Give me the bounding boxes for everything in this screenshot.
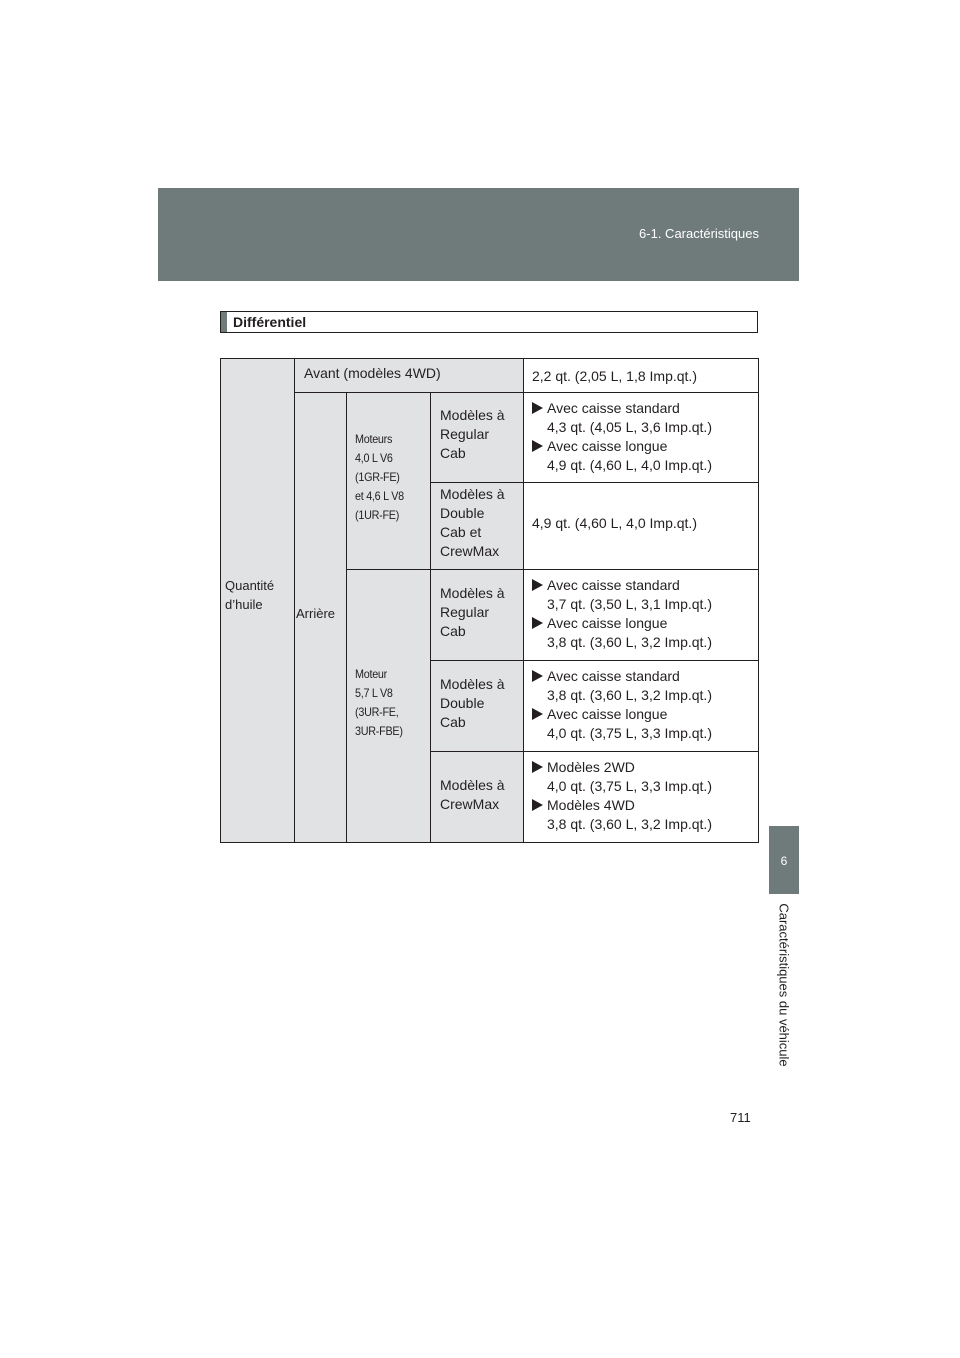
model-label-line: Regular bbox=[440, 604, 490, 620]
engine1-line: et 4,6 L V8 bbox=[355, 489, 404, 503]
table-divider bbox=[430, 482, 759, 483]
engine2-line: 3UR-FBE) bbox=[355, 724, 403, 738]
arrow-right-icon bbox=[532, 617, 543, 629]
chapter-label-text: Caractéristiques du véhicule bbox=[776, 903, 792, 1067]
model-label-line: Cab bbox=[440, 714, 466, 730]
engine1-line: (1GR-FE) bbox=[355, 470, 400, 484]
table-divider bbox=[346, 392, 347, 843]
engine1-line: Moteurs bbox=[355, 432, 393, 446]
option-value: 3,8 qt. (3,60 L, 3,2 Imp.qt.) bbox=[547, 634, 712, 650]
e2-crewmax-label bbox=[440, 776, 505, 814]
model-label-line: CrewMax bbox=[440, 543, 500, 559]
e1-regular-values bbox=[532, 399, 712, 475]
option-value: 3,8 qt. (3,60 L, 3,2 Imp.qt.) bbox=[547, 687, 712, 703]
rear-label: Arrière bbox=[296, 606, 336, 621]
title-accent-bar bbox=[221, 312, 227, 332]
option-value: 4,0 qt. (3,75 L, 3,3 Imp.qt.) bbox=[547, 725, 712, 741]
table-divider bbox=[430, 392, 431, 843]
table-border bbox=[220, 842, 759, 843]
arrow-right-icon bbox=[532, 708, 543, 720]
option-value: 3,7 qt. (3,50 L, 3,1 Imp.qt.) bbox=[547, 596, 712, 612]
option-label: Modèles 2WD bbox=[547, 759, 635, 775]
engine1-line: (1UR-FE) bbox=[355, 508, 400, 522]
table-divider bbox=[523, 358, 524, 843]
arrow-right-icon bbox=[532, 761, 543, 773]
option-label: Avec caisse longue bbox=[547, 615, 668, 631]
table-divider bbox=[430, 751, 759, 752]
chapter-number: 6 bbox=[780, 854, 788, 868]
table-divider bbox=[430, 660, 759, 661]
model-label-line: Cab et bbox=[440, 524, 482, 540]
arrow-right-icon bbox=[532, 579, 543, 591]
model-label-line: Modèles à bbox=[440, 585, 505, 601]
e2-double-values bbox=[532, 667, 712, 743]
front-label-cell bbox=[294, 358, 523, 392]
model-label-line: Modèles à bbox=[440, 486, 505, 502]
e2-double-label bbox=[440, 675, 505, 732]
option-value: 4,9 qt. (4,60 L, 4,0 Imp.qt.) bbox=[547, 457, 712, 473]
engine2-label bbox=[355, 665, 408, 741]
table-divider bbox=[346, 569, 759, 570]
section-heading: 6-1. Caractéristiques bbox=[639, 226, 759, 241]
option-label: Avec caisse longue bbox=[547, 438, 668, 454]
engine2-line: (3UR-FE, bbox=[355, 705, 399, 719]
option-value: 3,8 qt. (3,60 L, 3,2 Imp.qt.) bbox=[547, 816, 712, 832]
row-label-cell bbox=[220, 358, 294, 842]
model-label-line: Cab bbox=[440, 623, 466, 639]
option-value: 4,3 qt. (4,05 L, 3,6 Imp.qt.) bbox=[547, 419, 712, 435]
model-label-line: Regular bbox=[440, 426, 490, 442]
option-label: Modèles 4WD bbox=[547, 797, 635, 813]
e1-double-label bbox=[440, 485, 505, 561]
header-band bbox=[158, 188, 799, 281]
row-label-line: Quantité bbox=[225, 578, 275, 593]
arrow-right-icon bbox=[532, 799, 543, 811]
model-label-line: CrewMax bbox=[440, 796, 500, 812]
table-divider bbox=[294, 358, 295, 843]
section-title: Différentiel bbox=[233, 314, 307, 330]
arrow-right-icon bbox=[532, 402, 543, 414]
e2-crewmax-values bbox=[532, 758, 712, 834]
chapter-tab bbox=[769, 826, 799, 894]
engine2-line: 5,7 L V8 bbox=[355, 686, 393, 700]
model-label-line: Cab bbox=[440, 445, 466, 461]
front-value: 2,2 qt. (2,05 L, 1,8 Imp.qt.) bbox=[532, 368, 697, 384]
section-title-box bbox=[220, 311, 758, 333]
option-label: Avec caisse standard bbox=[547, 400, 680, 416]
option-label: Avec caisse standard bbox=[547, 668, 680, 684]
e1-regular-label bbox=[440, 406, 505, 463]
front-label: Avant (modèles 4WD) bbox=[304, 365, 441, 381]
table-border bbox=[220, 358, 221, 843]
rear-label-cell bbox=[294, 392, 346, 842]
option-label: Avec caisse longue bbox=[547, 706, 668, 722]
arrow-right-icon bbox=[532, 440, 543, 452]
option-label: Avec caisse standard bbox=[547, 577, 680, 593]
model-label-line: Double bbox=[440, 695, 485, 711]
e2-regular-label bbox=[440, 584, 505, 641]
table-border bbox=[758, 358, 759, 843]
engine1-line: 4,0 L V6 bbox=[355, 451, 393, 465]
engine2-line: Moteur bbox=[355, 667, 388, 681]
e2-regular-values bbox=[532, 576, 712, 652]
page-number: 711 bbox=[730, 1110, 751, 1125]
e1-double-value: 4,9 qt. (4,60 L, 4,0 Imp.qt.) bbox=[532, 515, 697, 531]
engine1-label bbox=[355, 430, 409, 525]
row-label-line: d’huile bbox=[225, 597, 263, 612]
model-label-line: Modèles à bbox=[440, 676, 505, 692]
model-label-line: Modèles à bbox=[440, 777, 505, 793]
option-value: 4,0 qt. (3,75 L, 3,3 Imp.qt.) bbox=[547, 778, 712, 794]
arrow-right-icon bbox=[532, 670, 543, 682]
model-label-line: Double bbox=[440, 505, 485, 521]
model-label-line: Modèles à bbox=[440, 407, 505, 423]
table-border bbox=[220, 358, 759, 359]
table-divider bbox=[294, 392, 759, 393]
